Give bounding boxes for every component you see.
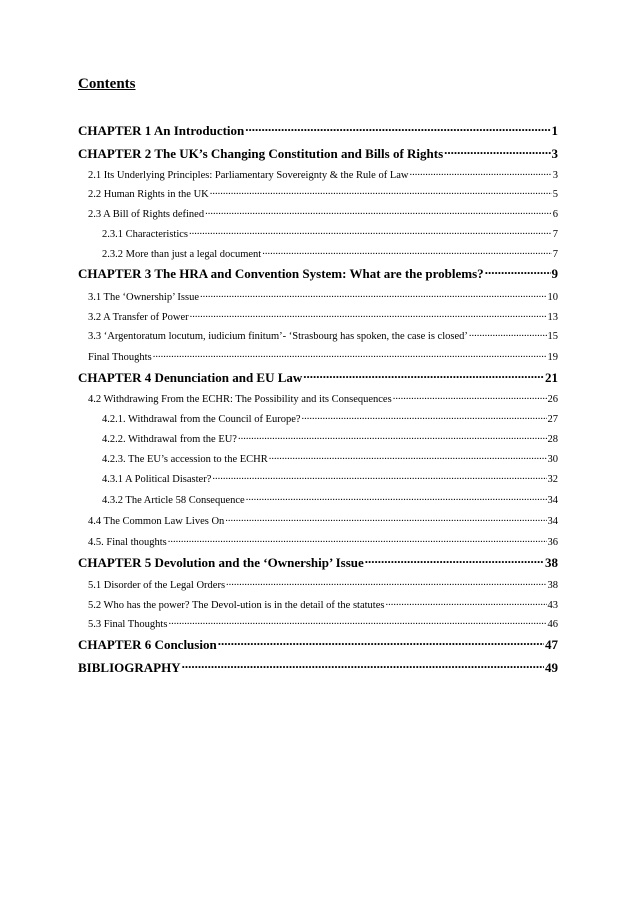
toc-dot-leader <box>444 145 550 158</box>
toc-page-number: 47 <box>545 637 558 652</box>
toc-entry-label: 4.4 The Common Law Lives On <box>88 515 225 527</box>
toc-dot-leader <box>226 577 546 588</box>
toc-dot-leader <box>182 659 544 672</box>
toc-page-number: 1 <box>551 123 558 138</box>
toc-entry-label: BIBLIOGRAPHY <box>78 660 181 675</box>
toc-dot-leader <box>469 328 547 339</box>
toc-dot-leader <box>212 471 546 482</box>
toc-page-number: 46 <box>547 618 558 630</box>
toc-subsection-entry[interactable] <box>102 246 558 260</box>
toc-entry-label: CHAPTER 5 Devolution and the ‘Ownership’ Issue <box>78 555 364 570</box>
toc-page-number: 49 <box>545 660 558 675</box>
toc-entry-label: 4.2.1. Withdrawal from the Council of Europe? <box>102 413 301 425</box>
toc-subsection-entry[interactable] <box>102 226 558 240</box>
toc-chapter-entry[interactable] <box>78 265 558 282</box>
toc-page-number: 10 <box>547 291 558 303</box>
toc-entry-label: 5.1 Disorder of the Legal Orders <box>88 579 226 591</box>
toc-page-number: 27 <box>547 413 558 425</box>
toc-page-number: 38 <box>547 579 558 591</box>
toc-dot-leader <box>485 265 551 278</box>
toc-entry-label: 4.5. Final thoughts <box>88 536 167 548</box>
toc-page-number: 30 <box>547 453 558 465</box>
toc-page-number: 19 <box>547 351 558 363</box>
toc-dot-leader <box>205 206 552 217</box>
toc-chapter-entry[interactable] <box>78 122 558 139</box>
toc-dot-leader <box>238 431 547 442</box>
toc-section-entry[interactable] <box>88 577 558 591</box>
toc-entry-label: 2.3.2 More than just a legal document <box>102 248 262 260</box>
toc-section-entry[interactable] <box>88 616 558 630</box>
toc-subsection-entry[interactable] <box>102 492 558 506</box>
toc-page-number: 3 <box>551 146 558 161</box>
toc-section-entry[interactable] <box>88 186 558 200</box>
toc-page-number: 5 <box>552 188 558 200</box>
toc-dot-leader <box>200 289 546 300</box>
toc-page-number: 34 <box>547 515 558 527</box>
toc-dot-leader <box>365 554 544 567</box>
toc-entry-label: CHAPTER 6 Conclusion <box>78 637 217 652</box>
toc-page-number: 36 <box>547 536 558 548</box>
toc-chapter-entry[interactable] <box>78 636 558 653</box>
toc-page-number: 13 <box>547 311 558 323</box>
toc-subsection-entry[interactable] <box>102 451 558 465</box>
toc-page-number: 43 <box>547 599 558 611</box>
toc-page-number: 15 <box>547 330 558 342</box>
toc-dot-leader <box>302 411 547 422</box>
toc-chapter-entry[interactable] <box>78 554 558 571</box>
toc-chapter-entry[interactable] <box>78 369 558 386</box>
toc-section-entry[interactable] <box>88 309 558 323</box>
toc-page-number: 26 <box>547 393 558 405</box>
toc-entry-label: 4.2 Withdrawing From the ECHR: The Possibility and its Consequences <box>88 393 392 405</box>
toc-entry-label: 2.3 A Bill of Rights defined <box>88 208 205 220</box>
toc-dot-leader <box>190 309 547 320</box>
toc-dot-leader <box>210 186 552 197</box>
toc-dot-leader <box>168 534 547 545</box>
toc-page-number: 7 <box>552 228 558 240</box>
toc-dot-leader <box>269 451 547 462</box>
toc-section-entry[interactable] <box>88 328 558 342</box>
toc-entry-label: 4.3.2 The Article 58 Consequence <box>102 494 245 506</box>
toc-dot-leader <box>153 349 547 360</box>
toc-entry-label: 3.2 A Transfer of Power <box>88 311 189 323</box>
toc-dot-leader <box>246 492 547 503</box>
toc-page-number: 21 <box>545 370 558 385</box>
toc-page-number: 34 <box>547 494 558 506</box>
toc-page-number: 38 <box>545 555 558 570</box>
toc-entry-label: 2.3.1 Characteristics <box>102 228 189 240</box>
toc-dot-leader <box>245 122 550 135</box>
toc-entry-label: CHAPTER 3 The HRA and Convention System: What are the problems? <box>78 266 484 281</box>
toc-section-entry[interactable] <box>88 513 558 527</box>
toc-subsection-entry[interactable] <box>102 411 558 425</box>
toc-entry-label: 4.3.1 A Political Disaster? <box>102 473 212 485</box>
toc-section-entry[interactable] <box>88 289 558 303</box>
toc-dot-leader <box>393 391 547 402</box>
toc-chapter-entry[interactable] <box>78 659 558 676</box>
toc-dot-leader <box>189 226 552 237</box>
toc-subsection-entry[interactable] <box>102 471 558 485</box>
toc-entry-label: CHAPTER 2 The UK’s Changing Constitution and Bills of Rights <box>78 146 444 161</box>
toc-entry-label: 2.2 Human Rights in the UK <box>88 188 209 200</box>
toc-dot-leader <box>168 616 546 627</box>
toc-subsection-entry[interactable] <box>102 431 558 445</box>
toc-section-entry[interactable] <box>88 167 558 181</box>
toc-entry-label: Final Thoughts <box>88 351 152 363</box>
toc-chapter-entry[interactable] <box>78 145 558 162</box>
toc-section-entry[interactable] <box>88 597 558 611</box>
toc-dot-leader <box>303 369 544 382</box>
toc-page-number: 28 <box>547 433 558 445</box>
toc-entry-label: 5.2 Who has the power? The Devol-ution is in the detail of the statutes <box>88 599 385 611</box>
toc-dot-leader <box>218 636 544 649</box>
toc-page-number: 9 <box>551 266 558 281</box>
toc-entry-label: 4.2.2. Withdrawal from the EU? <box>102 433 237 445</box>
toc-section-entry[interactable] <box>88 349 558 363</box>
toc-dot-leader <box>385 597 546 608</box>
toc-entry-label: 3.3 ‘Argentoratum locutum, iudicium finitum’- ‘Strasbourg has spoken, the case is closed’ <box>88 330 468 342</box>
toc-page-number: 6 <box>552 208 558 220</box>
toc-dot-leader <box>262 246 552 257</box>
toc-entry-label: CHAPTER 4 Denunciation and EU Law <box>78 370 303 385</box>
toc-page-number: 7 <box>552 248 558 260</box>
toc-entry-label: CHAPTER 1 An Introduction <box>78 123 245 138</box>
toc-dot-leader <box>225 513 546 524</box>
toc-section-entry[interactable] <box>88 391 558 405</box>
toc-page-number: 3 <box>552 169 558 181</box>
toc-section-entry[interactable] <box>88 206 558 220</box>
contents-heading: Contents <box>78 76 136 92</box>
toc-section-entry[interactable] <box>88 534 558 548</box>
toc-entry-label: 5.3 Final Thoughts <box>88 618 168 630</box>
toc-entry-label: 3.1 The ‘Ownership’ Issue <box>88 291 200 303</box>
toc-dot-leader <box>409 167 551 178</box>
toc-page-number: 32 <box>547 473 558 485</box>
toc-entry-label: 4.2.3. The EU’s accession to the ECHR <box>102 453 268 465</box>
toc-entry-label: 2.1 Its Underlying Principles: Parliamentary Sovereignty & the Rule of Law <box>88 169 409 181</box>
